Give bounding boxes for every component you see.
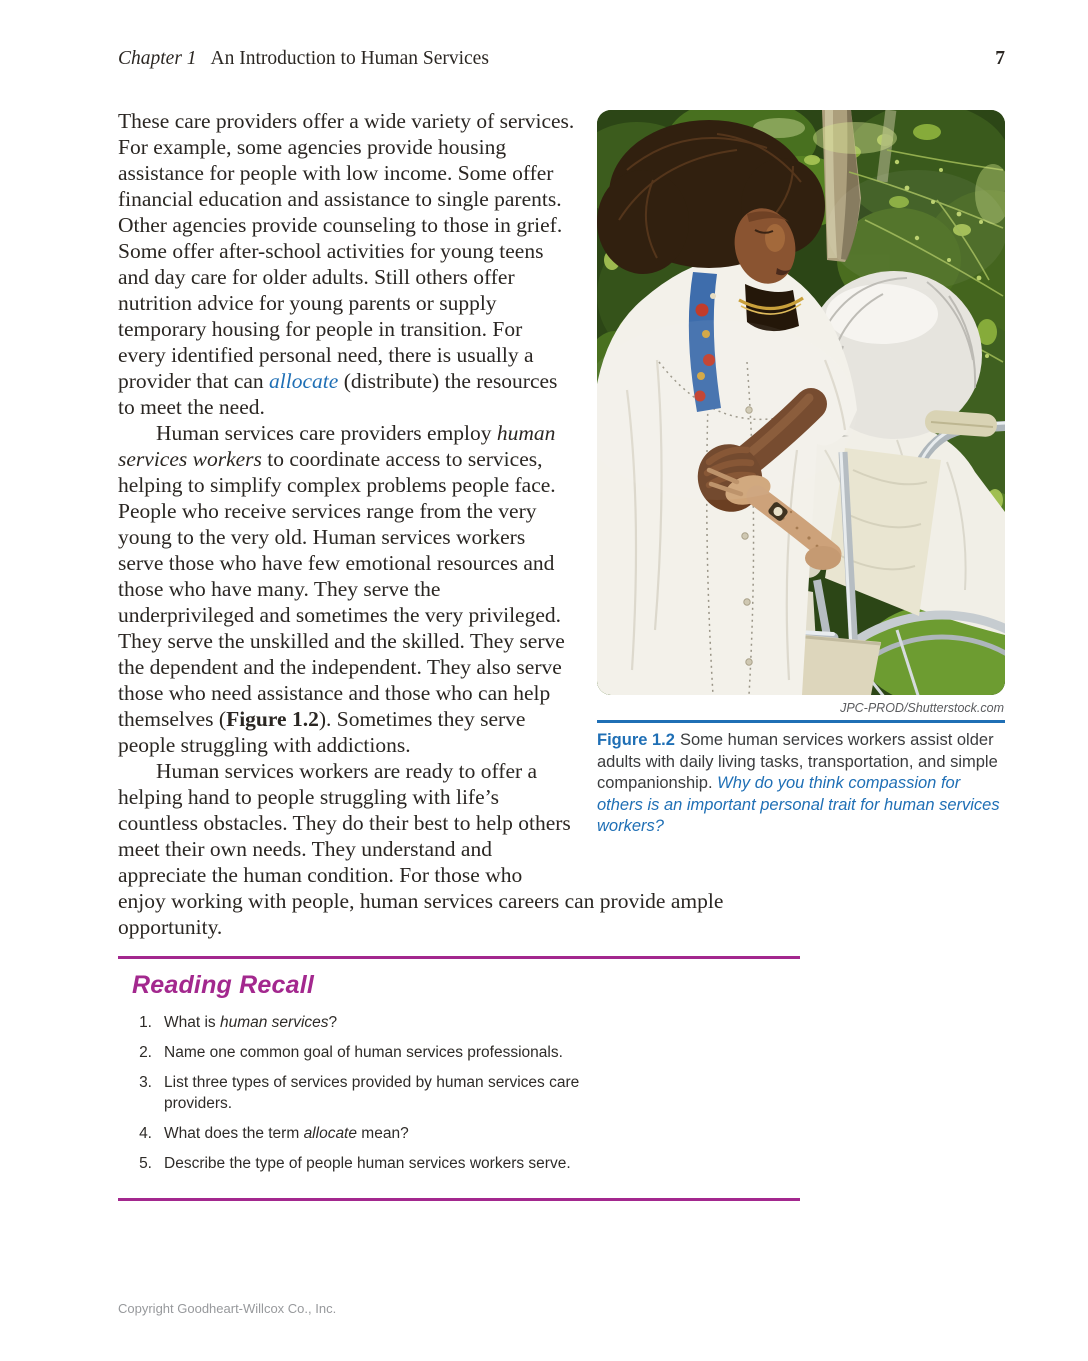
reading-recall-item: [132, 1153, 800, 1174]
text-run: allocate: [303, 1125, 357, 1142]
item-number: 5.: [139, 1155, 152, 1172]
page-content: [118, 108, 1005, 1201]
item-number: 3.: [139, 1074, 152, 1091]
text-run: Name one common goal of human services professionals.: [164, 1044, 563, 1061]
copyright-notice: Copyright Goodheart-Willcox Co., Inc.: [118, 1301, 337, 1316]
text-run: These care providers offer a wide variety of services. For example, some agencies provide housing assistance for people with low income. Some offer financial education and assistance to single parents. Other agencies provide counseling to those in grief. Some offer after-school activities for young teens and day care for older adults. Still others offer nutrition advice for young parents or supply temporary housing for people in transition. For every identified personal need, there is usually a provider that can: [118, 109, 575, 393]
reading-recall-list: [118, 1012, 800, 1174]
text-run: human services: [219, 1014, 329, 1031]
chapter-label: Chapter 1: [118, 48, 197, 69]
chapter-title: An Introduction to Human Services: [210, 48, 489, 69]
text-run: allocate: [269, 369, 339, 393]
text-run: ?: [328, 1014, 338, 1031]
text-run: Human services workers are ready to offer a helping hand to people struggling with life’s countless obstacles. They do their best to help others meet their own needs. They understand and appreciate the human condition. For those who enjoy working with people, human services careers can provide ample opportunity.: [118, 759, 724, 939]
item-text: [164, 1153, 571, 1174]
reading-recall-title: Reading Recall: [132, 971, 315, 999]
text-run: mean?: [357, 1125, 409, 1142]
reading-recall-item: [132, 1042, 800, 1063]
text-run: What is: [164, 1014, 220, 1031]
figure-caption: [597, 730, 1005, 838]
text-run: (distribute) the resources to meet the need.: [118, 369, 558, 419]
photo-credit: JPC-PROD/Shutterstock.com: [840, 701, 1004, 715]
running-head: [118, 48, 1005, 70]
text-run: human services workers: [118, 421, 556, 471]
item-text: [164, 1042, 563, 1063]
running-head-left: [118, 48, 489, 70]
item-number: 4.: [139, 1125, 152, 1142]
text-run: Human services care providers employ: [156, 421, 497, 445]
reading-recall-section: [118, 956, 800, 1201]
page-number: 7: [995, 48, 1005, 69]
item-text: [164, 1072, 634, 1114]
item-text: [164, 1012, 337, 1033]
item-number: 2.: [139, 1044, 152, 1061]
reading-recall-item: [132, 1072, 800, 1114]
reading-recall-item: [132, 1012, 800, 1033]
figure-photo: [597, 110, 1005, 695]
text-run: Why do you think compassion for others is an important personal trait for human services workers?: [597, 774, 1000, 835]
text-run: Some human services workers assist older adults with daily living tasks, transportation, and simple companionship.: [597, 731, 998, 792]
text-run: to coordinate access to services, helping to simplify complex problems people face. People who receive services range from the very young to the very old. Human services workers serve those who have few emotional resources and those who have many. They serve the underprivileged and sometimes the very privileged. They serve the unskilled and the skilled. They serve the dependent and the independent. They also serve those who need assistance and those who can help themselves (: [118, 447, 565, 731]
item-number: 1.: [139, 1014, 152, 1031]
text-run: ). Sometimes they serve people struggling with addictions.: [118, 707, 526, 757]
caption-rule: [597, 720, 1005, 723]
text-run: Figure 1.2: [226, 707, 319, 731]
photo-caregiver-older-adult: [597, 110, 1005, 695]
text-run: What does the term: [164, 1125, 304, 1142]
item-text: [164, 1123, 409, 1144]
text-run: List three types of services provided by human services care providers.: [164, 1074, 580, 1112]
text-run: Describe the type of people human services workers serve.: [164, 1155, 571, 1172]
text-run: Figure 1.2: [597, 731, 675, 749]
reading-recall-item: [132, 1123, 800, 1144]
figure-1-2: [597, 110, 1005, 838]
